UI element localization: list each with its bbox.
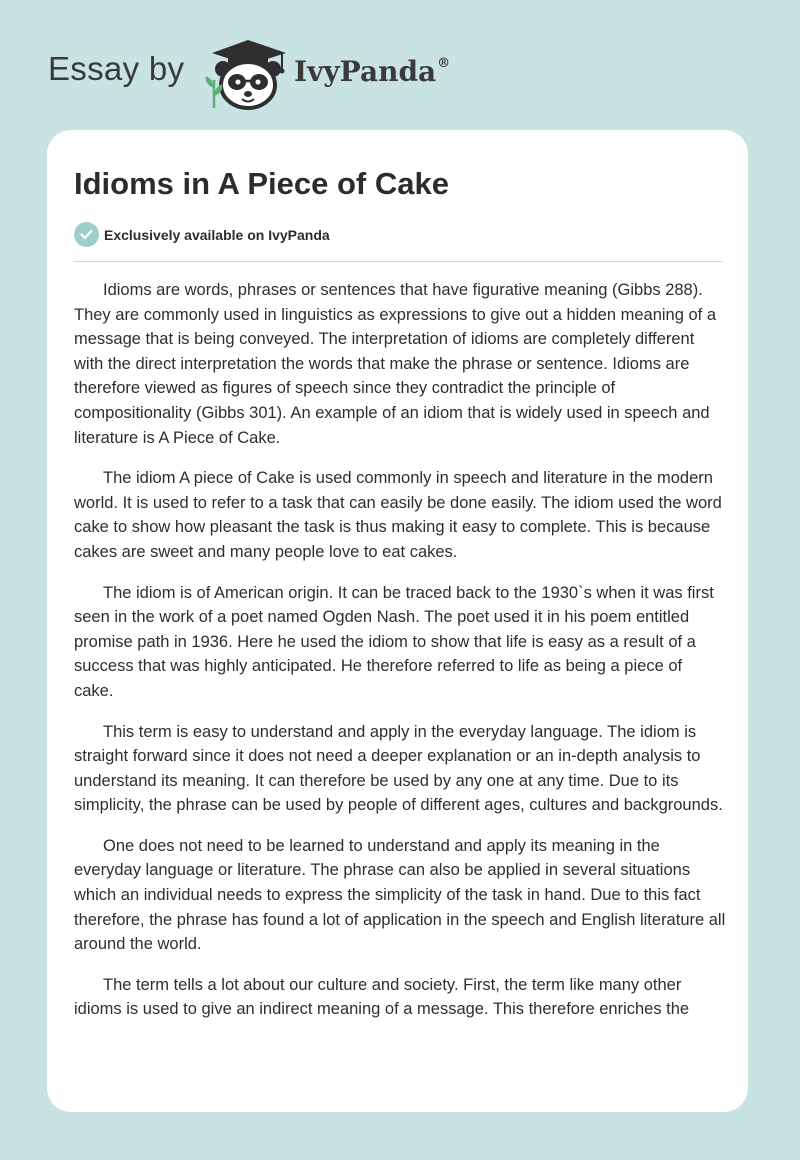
essay-paragraph: Idioms are words, phrases or sentences that have figurative meaning (Gibbs 288). They are commonly used in linguistics as expressions to give out a hidden meaning of a message that is being conveyed. The interpretation of idioms are completely different with the direct interpretation the words that make the phrase or sentence. Idioms are therefore viewed as figures of speech since they contradict the principle of compositionality (Gibbs 301). An example of an idiom that is widely used in speech and literature is A Piece of Cake. xyxy=(74,281,717,447)
brand-name-text: IvyPanda xyxy=(294,55,437,88)
site-header xyxy=(0,0,800,130)
page-title: Idioms in A Piece of Cake xyxy=(74,166,449,201)
essay-paragraph: The idiom is of American origin. It can be traced back to the 1930`s when it was first seen in the work of a poet named Ogden Nash. The poet used it in his poem entitled promise path in 1936. Here he used the idiom to show that life is easy as a result of a success that was highly anticipated. He therefore referred to life as being a piece of cake. xyxy=(74,583,714,700)
check-icon xyxy=(74,222,99,247)
brand-name[interactable] xyxy=(294,55,450,88)
essay-card xyxy=(47,130,748,1112)
brand-prefix: Essay by xyxy=(48,50,185,87)
registered-mark: ® xyxy=(437,55,451,71)
essay-body xyxy=(74,278,726,1038)
exclusive-label: Exclusively available on IvyPanda xyxy=(104,226,330,243)
exclusive-badge xyxy=(74,222,330,247)
essay-paragraph: The term tells a lot about our culture and society. First, the term like many other idioms is used to give an indirect meaning of a message. This therefore enriches the xyxy=(74,975,690,1019)
panda-graduate-logo-icon[interactable] xyxy=(202,36,294,110)
essay-paragraph: The idiom A piece of Cake is used commonly in speech and literature in the modern world. It is used to refer to a task that can easily be done easily. The idiom used the word cake to show how pleasant the task is thus making it easy to complete. This is because cakes are sweet and many people love to eat cakes. xyxy=(74,469,722,561)
title-divider xyxy=(74,261,723,262)
essay-paragraph: This term is easy to understand and apply in the everyday language. The idiom is straight forward since it does not need a deeper explanation or an in-depth analysis to understand its meaning. It can therefore be used by any one at any time. Due to its simplicity, the phrase can be used by people of different ages, cultures and backgrounds. xyxy=(74,722,723,815)
essay-paragraph: One does not need to be learned to understand and apply its meaning in the everyday language or literature. The phrase can also be applied in several situations which an individual needs to express the simplicity of the task in hand. Due to this fact therefore, the phrase has found a lot of application in the speech and English literature all around the world. xyxy=(74,836,726,954)
